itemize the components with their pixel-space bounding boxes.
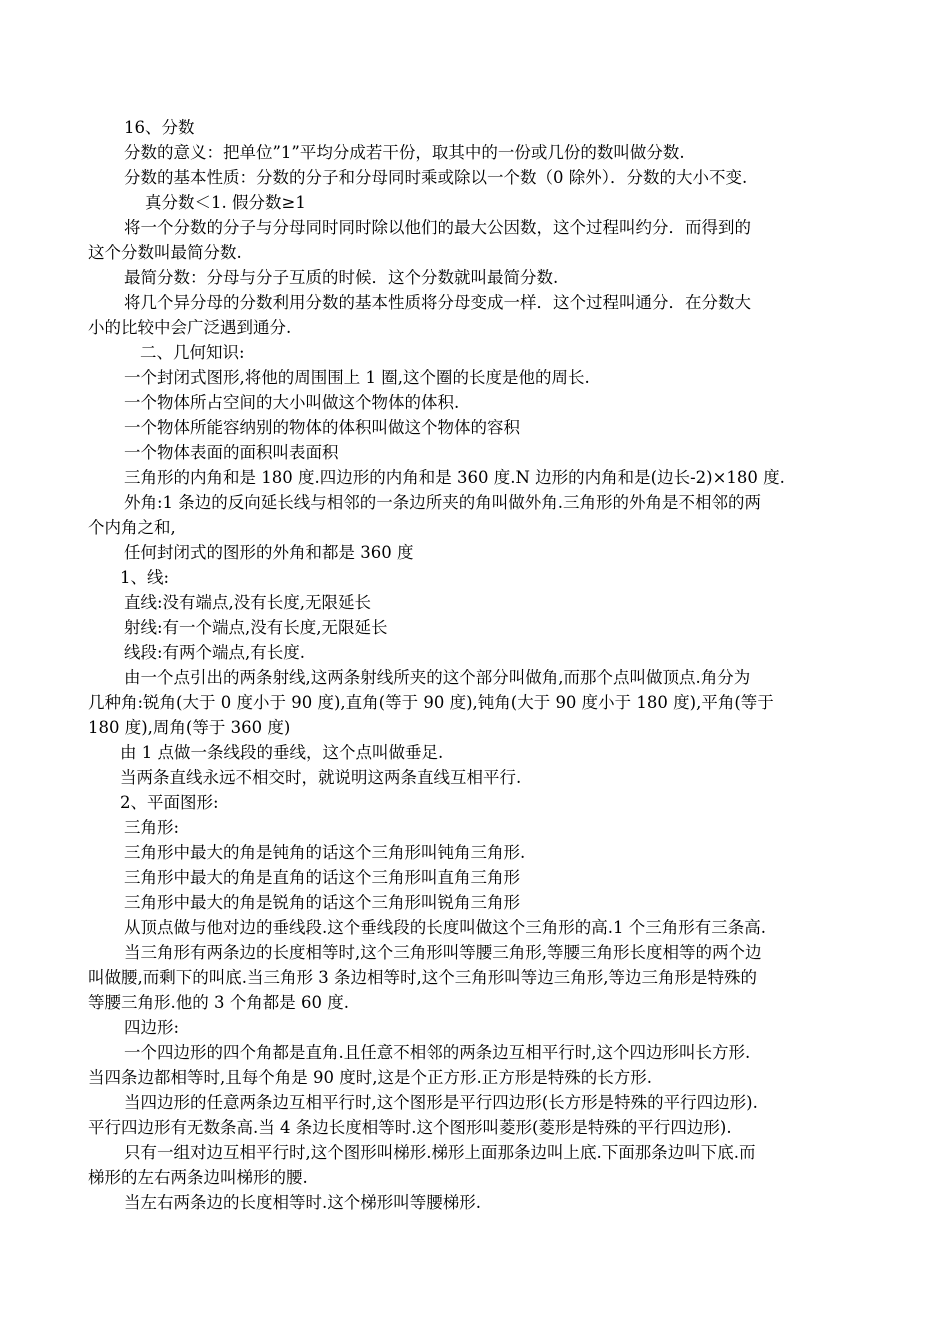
text-line: 只有一组对边互相平行时,这个图形叫梯形.梯形上面那条边叫上底.下面那条边叫下底.而 [124, 1143, 756, 1162]
text-line: 由 1 点做一条线段的垂线，这个点叫做垂足. [120, 743, 444, 762]
text-line: 梯形的左右两条边叫梯形的腰. [88, 1168, 308, 1187]
text-line: 任何封闭式的图形的外角和都是 360 度 [124, 543, 414, 562]
text-line: 个内角之和, [88, 518, 176, 537]
text-line: 射线:有一个端点,没有长度,无限延长 [124, 618, 388, 637]
text-line: 四边形: [124, 1018, 180, 1037]
text-line: 真分数＜1. 假分数≥1 [145, 193, 306, 212]
text-line: 当四条边都相等时,且每个角是 90 度时,这是个正方形.正方形是特殊的长方形. [88, 1068, 652, 1087]
text-line: 三角形中最大的角是钝角的话这个三角形叫钝角三角形. [124, 843, 526, 862]
text-line: 一个封闭式图形,将他的周围围上 1 圈,这个圈的长度是他的周长. [124, 368, 590, 387]
text-line: 16、分数 [124, 118, 195, 137]
section-heading: 1、线: [120, 568, 170, 587]
text-line: 当三角形有两条边的长度相等时,这个三角形叫等腰三角形,等腰三角形长度相等的两个边 [124, 943, 762, 962]
text-line: 直线:没有端点,没有长度,无限延长 [124, 593, 372, 612]
section-heading: 二、几何知识: [140, 343, 245, 362]
text-line: 平行四边形有无数条高.当 4 条边长度相等时.这个图形叫菱形(菱形是特殊的平行四边形). [88, 1118, 732, 1137]
text-line: 这个分数叫最简分数. [88, 243, 242, 262]
text-line: 三角形中最大的角是锐角的话这个三角形叫锐角三角形 [124, 893, 520, 912]
text-line: 叫做腰,而剩下的叫底.当三角形 3 条边相等时,这个三角形叫等边三角形,等边三角形是特殊的 [88, 968, 757, 987]
text-line: 几种角:锐角(大于 0 度小于 90 度),直角(等于 90 度),钝角(大于 90 度小于 180 度),平角(等于 [88, 693, 774, 712]
text-line: 线段:有两个端点,有长度. [124, 643, 306, 662]
text-line: 分数的基本性质：分数的分子和分母同时乘或除以一个数（0 除外）．分数的大小不变. [124, 168, 748, 187]
text-line: 分数的意义：把单位”1”平均分成若干份，取其中的一份或几份的数叫做分数. [124, 143, 685, 162]
text-line: 小的比较中会广泛遇到通分. [88, 318, 292, 337]
section-heading: 2、平面图形: [120, 793, 219, 812]
text-line: 180 度),周角(等于 360 度) [88, 718, 291, 737]
text-line: 当四边形的任意两条边互相平行时,这个图形是平行四边形(长方形是特殊的平行四边形). [124, 1093, 758, 1112]
text-line: 三角形的内角和是 180 度.四边形的内角和是 360 度.N 边形的内角和是(边长-2)×180 度. [124, 468, 785, 487]
text-line: 当左右两条边的长度相等时.这个梯形叫等腰梯形. [124, 1193, 481, 1212]
text-line: 一个物体所占空间的大小叫做这个物体的体积. [124, 393, 460, 412]
text-line: 将几个异分母的分数利用分数的基本性质将分母变成一样．这个过程叫通分．在分数大 [124, 293, 751, 312]
text-line: 一个四边形的四个角都是直角.且任意不相邻的两条边互相平行时,这个四边形叫长方形. [124, 1043, 751, 1062]
text-line: 从顶点做与他对边的垂线段.这个垂线段的长度叫做这个三角形的高.1 个三角形有三条高. [124, 918, 766, 937]
text-line: 当两条直线永远不相交时，就说明这两条直线互相平行. [120, 768, 522, 787]
text-line: 三角形中最大的角是直角的话这个三角形叫直角三角形 [124, 868, 520, 887]
text-line: 等腰三角形.他的 3 个角都是 60 度. [88, 993, 349, 1012]
text-line: 将一个分数的分子与分母同时同时除以他们的最大公因数，这个过程叫约分．而得到的 [124, 218, 751, 237]
text-line: 一个物体所能容纳别的物体的体积叫做这个物体的容积 [124, 418, 520, 437]
text-line: 外角:1 条边的反向延长线与相邻的一条边所夹的角叫做外角.三角形的外角是不相邻的两 [124, 493, 762, 512]
text-line: 一个物体表面的面积叫表面积 [124, 443, 339, 462]
text-line: 最简分数：分母与分子互质的时候．这个分数就叫最简分数. [124, 268, 559, 287]
text-line: 三角形: [124, 818, 180, 837]
text-line: 由一个点引出的两条射线,这两条射线所夹的这个部分叫做角,而那个点叫做顶点.角分为 [124, 668, 751, 687]
